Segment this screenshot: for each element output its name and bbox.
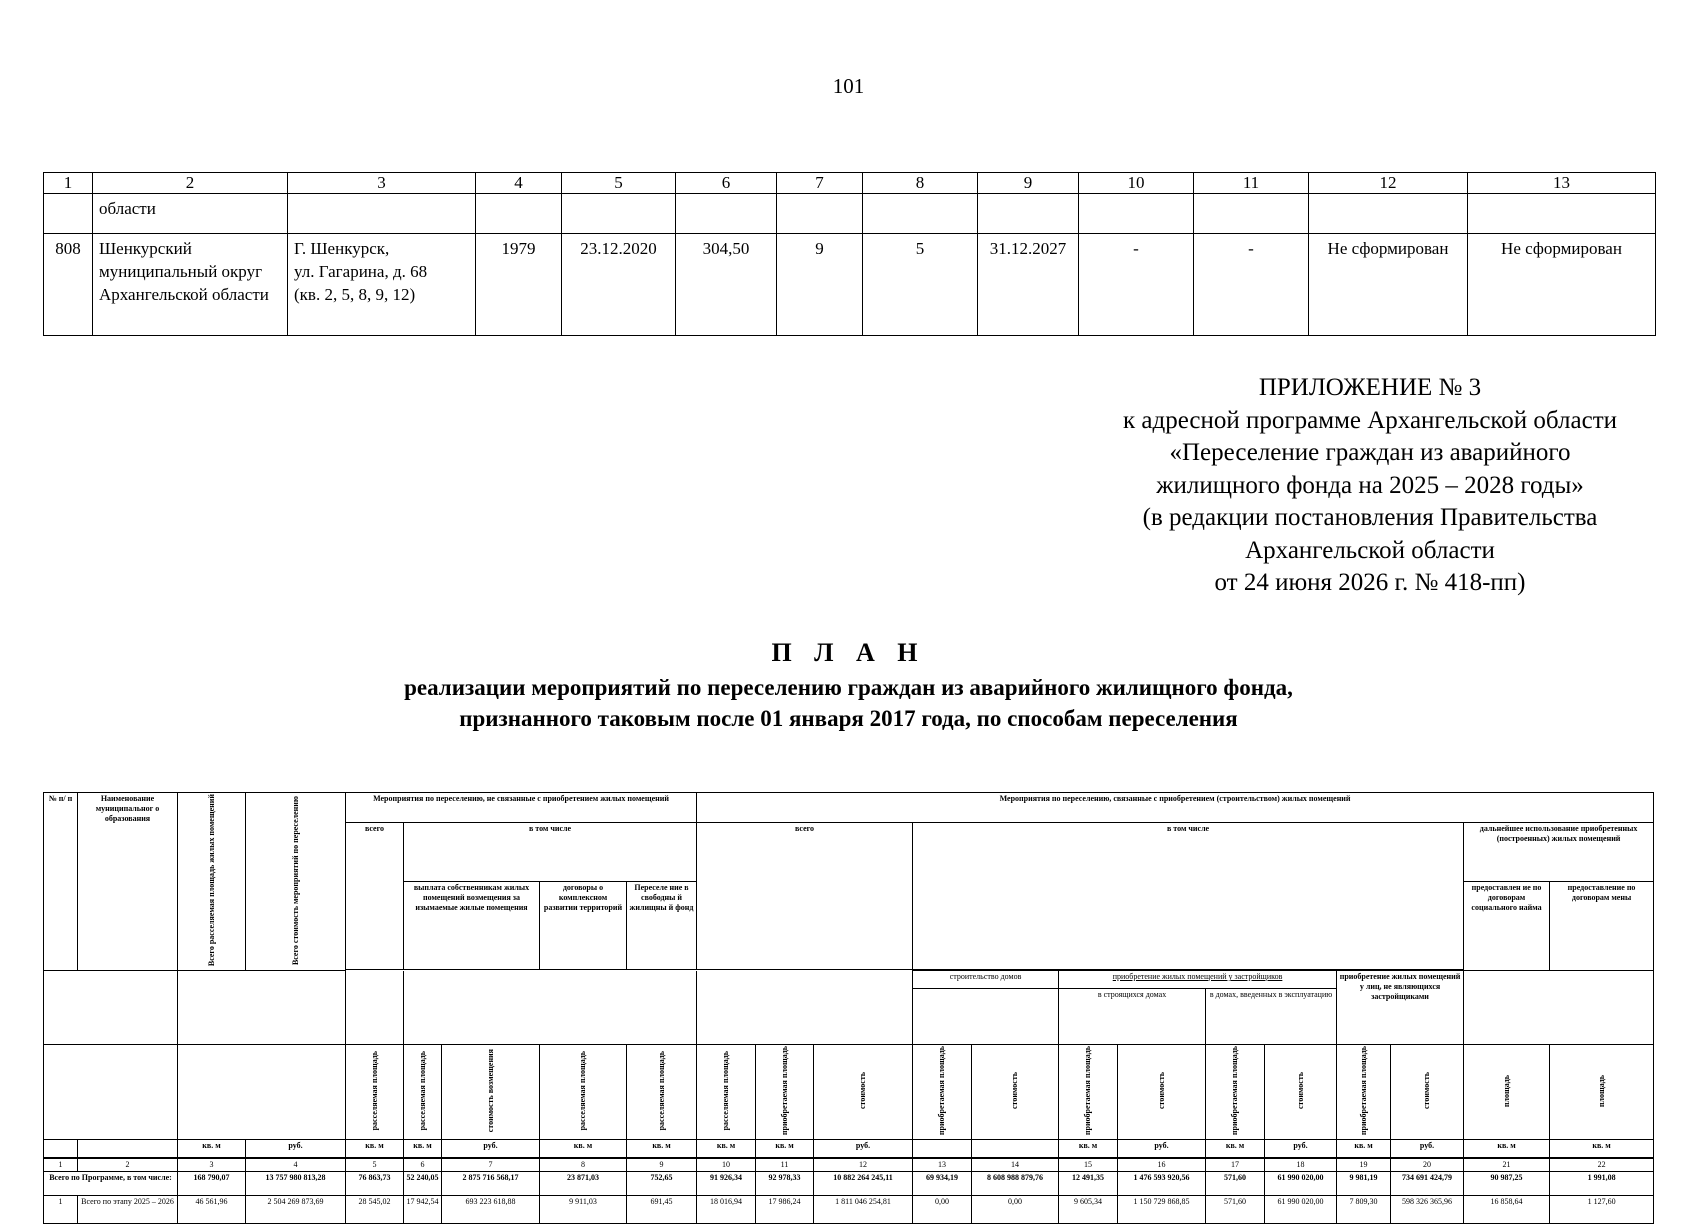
value: 12 491,35 [1059, 1171, 1118, 1195]
row-name: Всего по Программе, в том числе: [44, 1171, 178, 1195]
plan-table [43, 792, 1654, 1224]
header-incl-2: в том числе [913, 823, 1464, 970]
col-header: 7 [777, 173, 863, 194]
v-resettled-area: расселяемая площадь [578, 1050, 587, 1131]
value: 9 605,34 [1059, 1195, 1118, 1223]
unit-rub: руб. [1265, 1140, 1337, 1158]
cell-11: - [1194, 234, 1309, 336]
value: 691,45 [627, 1195, 697, 1223]
value: 0,00 [913, 1195, 972, 1223]
col-num: 8 [540, 1158, 627, 1172]
unit-sqm: кв. м [346, 1140, 404, 1158]
unit-sqm: кв. м [404, 1140, 442, 1158]
value: 52 240,05 [404, 1171, 442, 1195]
col-num: 3 [178, 1158, 246, 1172]
plan-subtitle [0, 672, 1697, 734]
value: 571,60 [1206, 1195, 1265, 1223]
appendix-line: от 24 июня 2026 г. № 418-пп) [1214, 569, 1526, 596]
header-not-related: Мероприятия по переселению, не связанные с приобретением жилых помещений [346, 793, 697, 823]
header-resettle-free: Переселе ние в свободны й жилищны й фонд [627, 882, 697, 970]
col-header: 10 [1079, 173, 1194, 194]
col-header: 13 [1468, 173, 1656, 194]
value: 61 990 020,00 [1265, 1195, 1337, 1223]
cell-13: Не сформирован [1468, 234, 1656, 336]
unit-rub: руб. [1118, 1140, 1206, 1158]
value: 17 986,24 [756, 1195, 814, 1223]
page-number: 101 [832, 74, 865, 98]
col-num: 15 [1059, 1158, 1118, 1172]
col-header: 6 [676, 173, 777, 194]
header-num: № п/ п [44, 793, 78, 971]
value: 28 545,02 [346, 1195, 404, 1223]
value: 17 942,54 [404, 1195, 442, 1223]
value: 76 863,73 [346, 1171, 404, 1195]
planned-date: 31.12.2027 [978, 234, 1079, 336]
rooms-count: 9 [777, 234, 863, 336]
header-total-cost: Всего стоимость мероприятий по переселению [290, 795, 300, 965]
value: 10 882 264 245,11 [814, 1171, 913, 1195]
value: 1 476 593 920,56 [1118, 1171, 1206, 1195]
col-header: 12 [1309, 173, 1468, 194]
value: 1 127,60 [1550, 1195, 1654, 1223]
appendix-heading [1070, 372, 1670, 600]
col-num: 7 [442, 1158, 540, 1172]
unit-sqm: кв. м [1550, 1140, 1654, 1158]
col-num: 13 [913, 1158, 972, 1172]
value: 16 858,64 [1464, 1195, 1550, 1223]
value: 46 561,96 [178, 1195, 246, 1223]
unit-sqm: кв. м [1337, 1140, 1391, 1158]
col-num: 4 [246, 1158, 346, 1172]
value: 598 326 365,96 [1391, 1195, 1464, 1223]
v-cost: стоимость [1010, 1072, 1020, 1110]
col-num: 20 [1391, 1158, 1464, 1172]
header-related: Мероприятия по переселению, связанные с приобретением (строительством) жилых помещений [697, 793, 1654, 823]
unit-sqm: кв. м [697, 1140, 756, 1158]
appendix-line: жилищного фонда на 2025 – 2028 годы» [1156, 471, 1584, 499]
v-cost: стоимость [1295, 1072, 1305, 1110]
value: 90 987,25 [1464, 1171, 1550, 1195]
header-total-2: всего [697, 823, 913, 970]
value: 61 990 020,00 [1265, 1171, 1337, 1195]
value: 571,60 [1206, 1171, 1265, 1195]
header-exchange: предоставление по договорам мены [1550, 882, 1654, 971]
col-header: 9 [978, 173, 1079, 194]
table-row [44, 234, 1656, 336]
value: 1 811 046 254,81 [814, 1195, 913, 1223]
col-header: 3 [288, 173, 476, 194]
value: 91 926,34 [697, 1171, 756, 1195]
col-header: 5 [562, 173, 676, 194]
area: 304,50 [676, 234, 777, 336]
plan-subtitle-line: реализации мероприятий по переселению граждан из аварийного жилищного фонда, [404, 675, 1293, 700]
header-payment: выплата собственникам жилых помещений возмещения за изымаемые жилые помещения [404, 882, 540, 970]
column-number-row [44, 1158, 1654, 1172]
v-acquired-area: приобретаемая площадь [779, 1046, 789, 1136]
appendix-line: «Переселение граждан из аварийного [1169, 439, 1571, 466]
unit-sqm: кв. м [756, 1140, 814, 1158]
value: 1 150 729 868,85 [1118, 1195, 1206, 1223]
col-num: 10 [697, 1158, 756, 1172]
value: 9 981,19 [1337, 1171, 1391, 1195]
value: 8 608 988 879,76 [972, 1171, 1059, 1195]
unit-rub: руб. [1391, 1140, 1464, 1158]
col-header: 11 [1194, 173, 1309, 194]
header-municipality: Наименование муниципальног о образования [78, 793, 178, 971]
appendix-line: (в редакции постановления Правительства [1142, 504, 1598, 531]
v-cost: стоимость [1422, 1072, 1432, 1110]
recognition-date: 23.12.2020 [562, 234, 676, 336]
unit-sqm: кв. м [1206, 1140, 1265, 1158]
appendix-line: к адресной программе Архангельской области [1122, 406, 1618, 434]
header-further-use: дальнейшее использование приобретенных (построенных) жилых помещений [1464, 823, 1654, 882]
table-row-total [44, 1171, 1654, 1195]
header-purchase-developers: приобретение жилых помещений у застройщиков [1059, 971, 1337, 989]
unit-sqm: кв. м [1464, 1140, 1550, 1158]
value: 693 223 618,88 [442, 1195, 540, 1223]
v-resettled-area: расселяемая площадь [369, 1050, 379, 1131]
municipality-name: Шенкурский муниципальный округ Архангельской области [93, 234, 288, 336]
unit-rub: руб. [246, 1140, 346, 1158]
v-cost: стоимость [858, 1072, 868, 1110]
unit-sqm: кв. м [627, 1140, 697, 1158]
header-total: всего [346, 823, 404, 970]
housing-table-continuation [43, 172, 1656, 336]
header-total-area: Всего расселяемая площадь жилых помещений [206, 794, 216, 967]
value: 1 991,08 [1550, 1171, 1654, 1195]
header-commissioned: в домах, введенных в эксплуатацию [1206, 989, 1337, 1045]
value: 13 757 980 813,28 [246, 1171, 346, 1195]
value: 92 978,33 [756, 1171, 814, 1195]
col-num: 11 [756, 1158, 814, 1172]
v-acquired-area: приобретаемая площадь [937, 1046, 947, 1136]
unit-sqm: кв. м [540, 1140, 627, 1158]
col-num: 17 [1206, 1158, 1265, 1172]
address: Г. Шенкурск, ул. Гагарина, д. 68 (кв. 2, 5, 8, 9, 12) [288, 234, 476, 336]
col-header: 1 [44, 173, 93, 194]
appendix-line: ПРИЛОЖЕНИЕ № 3 [1258, 374, 1482, 401]
col-num: 1 [44, 1158, 78, 1172]
col-num: 5 [346, 1158, 404, 1172]
col-num: 9 [627, 1158, 697, 1172]
col-num: 12 [814, 1158, 913, 1172]
unit-rub: руб. [814, 1140, 913, 1158]
table-row [44, 1195, 1654, 1223]
value: 752,65 [627, 1171, 697, 1195]
row-name: Всего по этапу 2025 – 2026 [78, 1195, 178, 1223]
row-number: 1 [44, 1195, 78, 1223]
value: 168 790,07 [178, 1171, 246, 1195]
col-header: 4 [476, 173, 562, 194]
continuation-text: области [93, 194, 288, 234]
col-header: 8 [863, 173, 978, 194]
v-acquired-area: приобретаемая площадь [1230, 1046, 1240, 1136]
cell-12: Не сформирован [1309, 234, 1468, 336]
v-resettled-area: расселяемая площадь [721, 1050, 731, 1131]
value: 69 934,19 [913, 1171, 972, 1195]
col-num: 19 [1337, 1158, 1391, 1172]
header-purchase-nondevelopers: приобретение жилых помещений у лиц, не являющихся застройщиками [1337, 971, 1464, 1045]
appendix-line: Архангельской области [1245, 536, 1495, 564]
v-area: площадь [1501, 1074, 1511, 1107]
header-social-lease: предоставлен ие по договорам социального найма [1464, 882, 1550, 971]
column-number-row [44, 173, 1656, 194]
col-header: 2 [93, 173, 288, 194]
value: 18 016,94 [697, 1195, 756, 1223]
col-num: 18 [1265, 1158, 1337, 1172]
header-incl: в том числе [404, 823, 697, 882]
col-num: 21 [1464, 1158, 1550, 1172]
v-acquired-area: приобретаемая площадь [1083, 1046, 1093, 1136]
value: 2 504 269 873,69 [246, 1195, 346, 1223]
value: 734 691 424,79 [1391, 1171, 1464, 1195]
value: 2 875 716 568,17 [442, 1171, 540, 1195]
row-number: 808 [44, 234, 93, 336]
plan-subtitle-line: признанного таковым после 01 января 2017 года, по способам переселения [459, 706, 1238, 731]
header-under-construction: в строящихся домах [1059, 989, 1206, 1045]
value: 23 871,03 [540, 1171, 627, 1195]
col-num: 14 [972, 1158, 1059, 1172]
value: 0,00 [972, 1195, 1059, 1223]
value: 9 911,03 [540, 1195, 627, 1223]
header-contracts: договоры о комплексном развитии территорий [540, 882, 627, 970]
v-compensation-cost: стоимость возмещения [485, 1049, 495, 1133]
col-num: 2 [78, 1158, 178, 1172]
v-resettled-area: расселяемая площадь [417, 1050, 427, 1131]
build-year: 1979 [476, 234, 562, 336]
unit-sqm: кв. м [178, 1140, 246, 1158]
people-count: 5 [863, 234, 978, 336]
value: 7 809,30 [1337, 1195, 1391, 1223]
col-num: 16 [1118, 1158, 1206, 1172]
v-cost: стоимость [1156, 1072, 1166, 1110]
v-area: площадь [1596, 1074, 1606, 1107]
unit-rub: руб. [442, 1140, 540, 1158]
unit-sqm: кв. м [1059, 1140, 1118, 1158]
v-resettled-area: расселяемая площадь [656, 1050, 666, 1131]
plan-title: П Л А Н [771, 638, 926, 667]
v-acquired-area: приобретаемая площадь [1358, 1046, 1368, 1136]
col-num: 6 [404, 1158, 442, 1172]
continuation-row [44, 194, 1656, 234]
cell-10: - [1079, 234, 1194, 336]
col-num: 22 [1550, 1158, 1654, 1172]
header-construction: строительство домов [913, 971, 1059, 989]
